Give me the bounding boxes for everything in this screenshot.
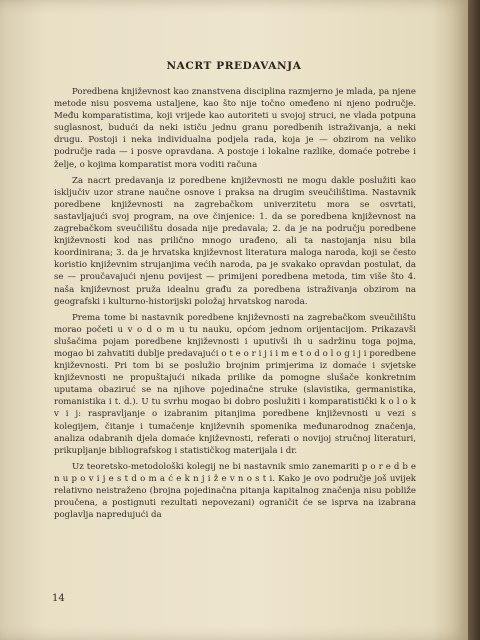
book-edge	[468, 0, 480, 640]
body-text	[54, 86, 416, 525]
page-title: NACRT PREDAVANJA	[166, 60, 302, 72]
paragraph: Uz teoretsko-metodološki kolegij ne bi nastavnik smio zanemariti p o r e d b e n u p o v i j e s t d o m a ć e k n j i ž e v n o s t i. Kako je ovo područje još uvijek relativno neistraženo (brojna pojedinačna pitanja kapitalnog značenja nisu pobliže proučena, a postignuti rezultati nepovezani) ograničit će se isprva na izabrana poglavlja napredujući da	[54, 461, 416, 521]
paragraph: Poredbena književnost kao znanstvena disciplina razmjerno je mlada, pa njene metode nisu posvema ustaljene, kao što nije točno omeđeno ni njeno područje. Među komparatistima, koji vrijede kao autoriteti u svojoj struci, ne vlada potpuna suglasnost, budući da neki ističu jednu granu poredbenih istraživanja, a neki drugu. Postoji i neka individualna podjela rada, koja je — obzirom na veliko područje rada — i posve opravdana. A postoje i lokalne razlike, domaće potrebe i želje, o kojima komparatist mora voditi računa	[54, 87, 416, 170]
paragraph: Prema tome bi nastavnik poredbene književnosti na zagrebačkom sveučilištu morao početi u v o d o m u tu nauku, općom jednom orijentacijom. Prikazavši slušačima pojam poredbene književnosti i uputivši ih u sadržinu toga pojma, mogao bi zahvatiti dublje predavajući o t e o r i j i i m e t o d o l o g i j i poredbene književnosti. Pri tom bi se poslužio brojnim primjerima iz domaće i svjetske književnosti ne propuštajući nikada prilike da pomogne slušače konkretnim uputama obaziruć se na njihove pojedinačne struke (slavistika, germanistika, romanistika i t. d.). U tu svrhu mogao bi dobro poslužiti i komparatistički k o l o k v i j: raspravljanje o izabranim pitanjima poredbene književnosti u vezi s kolegijem, čitanje i tumačenje književnih spomenika međunarodnog značenja, analiza odabranih djela domaće književnosti, referati o novijoj stručnoj literaturi, prikupljanje bibliografskog i statističkog materijala i dr.	[54, 312, 416, 456]
page-number: 14	[52, 593, 65, 604]
paragraph: Za nacrt predavanja iz poredbene književnosti ne mogu dakle poslužiti kao isključiv uzor strane naučne osnove i praksa na drugim sveučilištima. Nastavnik poredbene književnosti na zagrebačkom univerzitetu mora se osvrtati, sastavljajući svoj program, na ove činjenice: 1. da se poredbena književnost na zagrebačkom sveučilištu dosada nije predavala; 2. da je na području poredbene književnosti kod nas prilično mnogo urađeno, ali ta nastojanja nisu bila koordinirana; 3. da je hrvatska književnost literatura maloga naroda, koji se često koristio književnim strujanjima većih naroda, pa je svakako opravdan postulat, da se — proučavajući njenu povijest — primijeni poredbena metoda, tim više što 4. naša književnost pruža idealnu građu za poredbena istraživanja obzirom na geografski i kulturno-historijski položaj hrvatskog naroda.	[54, 175, 416, 307]
